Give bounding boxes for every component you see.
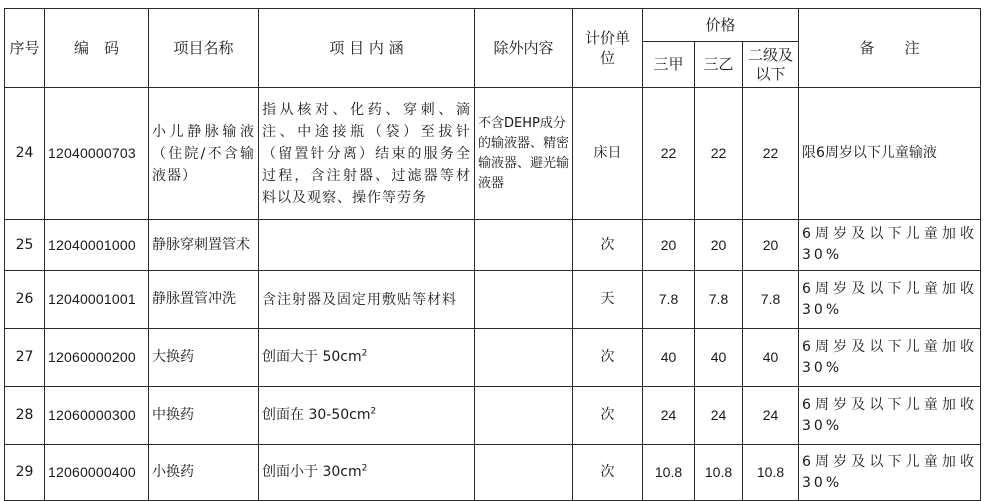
header-code: 编 码 xyxy=(45,9,149,88)
row-content xyxy=(259,329,475,387)
table-row xyxy=(5,88,981,220)
header-unit: 计价单位 xyxy=(573,9,643,88)
row-unit: 床日 xyxy=(573,88,643,220)
row-price-tier-1: 24 xyxy=(643,387,695,445)
row-price-tier-2: 24 xyxy=(695,387,743,445)
row-unit: 次 xyxy=(573,445,643,501)
price-table-container xyxy=(4,8,981,501)
row-content-text: 含注射器及固定用敷贴等材料 xyxy=(262,291,457,308)
row-remark: 6周岁及以下儿童加收30% xyxy=(799,220,981,271)
row-code: 12060000400 xyxy=(45,445,149,501)
row-seq: 27 xyxy=(5,329,45,387)
row-name: 静脉置管冲洗 xyxy=(149,271,259,329)
row-unit: 次 xyxy=(573,220,643,271)
row-unit: 次 xyxy=(573,387,643,445)
table-row xyxy=(5,271,981,329)
row-price-tier-2: 22 xyxy=(695,88,743,220)
row-name: 小儿静脉输液（住院/不含输液器） xyxy=(149,88,259,220)
table-row xyxy=(5,329,981,387)
row-price-tier-1: 40 xyxy=(643,329,695,387)
row-price-tier-3: 40 xyxy=(743,329,799,387)
row-seq: 24 xyxy=(5,88,45,220)
row-content xyxy=(259,220,475,271)
row-code: 12060000200 xyxy=(45,329,149,387)
header-name: 项目名称 xyxy=(149,9,259,88)
row-price-tier-2: 10.8 xyxy=(695,445,743,501)
row-price-tier-2: 7.8 xyxy=(695,271,743,329)
row-content-superscript: 2 xyxy=(361,463,368,474)
row-price-tier-3: 10.8 xyxy=(743,445,799,501)
header-exclusions: 除外内容 xyxy=(475,9,573,88)
row-seq: 28 xyxy=(5,387,45,445)
table-row xyxy=(5,387,981,445)
row-code: 12040000703 xyxy=(45,88,149,220)
row-seq: 26 xyxy=(5,271,45,329)
row-price-tier-2: 20 xyxy=(695,220,743,271)
row-remark: 6周岁及以下儿童加收30% xyxy=(799,271,981,329)
header-row-top xyxy=(5,9,981,42)
row-exclusions xyxy=(475,271,573,329)
row-exclusions: 不含DEHP成分的输液器、精密输液器、避光输液器 xyxy=(475,88,573,220)
header-price-tier-2: 三乙 xyxy=(695,42,743,88)
row-seq: 25 xyxy=(5,220,45,271)
table-row xyxy=(5,220,981,271)
row-content xyxy=(259,387,475,445)
header-seq: 序号 xyxy=(5,9,45,88)
row-seq: 29 xyxy=(5,445,45,501)
row-name: 大换药 xyxy=(149,329,259,387)
row-price-tier-1: 20 xyxy=(643,220,695,271)
row-unit: 天 xyxy=(573,271,643,329)
row-code: 12060000300 xyxy=(45,387,149,445)
row-name: 中换药 xyxy=(149,387,259,445)
row-content xyxy=(259,271,475,329)
row-name: 小换药 xyxy=(149,445,259,501)
row-remark: 6周岁及以下儿童加收30% xyxy=(799,445,981,501)
row-price-tier-3: 22 xyxy=(743,88,799,220)
row-content-superscript: 2 xyxy=(370,406,377,417)
header-remark: 备 注 xyxy=(799,9,981,88)
header-price: 价格 xyxy=(643,9,799,42)
row-remark: 6周岁及以下儿童加收30% xyxy=(799,387,981,445)
row-code: 12040001001 xyxy=(45,271,149,329)
header-price-tier-3: 二级及以下 xyxy=(743,42,799,88)
row-name: 静脉穿刺置管术 xyxy=(149,220,259,271)
row-content: 指从核对、化药、穿刺、滴注、中途接瓶（袋）至拔针（留置针分离）结束的服务全过程，含注射器、过滤器等材料以及观察、操作等劳务 xyxy=(259,88,475,220)
row-remark: 限6周岁以下儿童输液 xyxy=(799,88,981,220)
row-price-tier-3: 20 xyxy=(743,220,799,271)
row-price-tier-2: 40 xyxy=(695,329,743,387)
row-content-superscript: 2 xyxy=(361,348,368,359)
row-price-tier-1: 7.8 xyxy=(643,271,695,329)
row-content-text: 创面小于 30cm xyxy=(262,464,362,480)
row-unit: 次 xyxy=(573,329,643,387)
header-content: 项 目 内 涵 xyxy=(259,9,475,88)
row-content-text: 创面在 30-50cm xyxy=(262,407,371,423)
row-exclusions xyxy=(475,387,573,445)
row-exclusions xyxy=(475,329,573,387)
row-exclusions xyxy=(475,445,573,501)
row-price-tier-3: 7.8 xyxy=(743,271,799,329)
price-table xyxy=(4,8,981,501)
row-content xyxy=(259,445,475,501)
row-code: 12040001000 xyxy=(45,220,149,271)
row-price-tier-1: 10.8 xyxy=(643,445,695,501)
row-remark: 6周岁及以下儿童加收30% xyxy=(799,329,981,387)
row-exclusions xyxy=(475,220,573,271)
row-price-tier-1: 22 xyxy=(643,88,695,220)
row-price-tier-3: 24 xyxy=(743,387,799,445)
header-price-tier-1: 三甲 xyxy=(643,42,695,88)
table-row xyxy=(5,445,981,501)
row-content-text: 创面大于 50cm xyxy=(262,349,362,365)
